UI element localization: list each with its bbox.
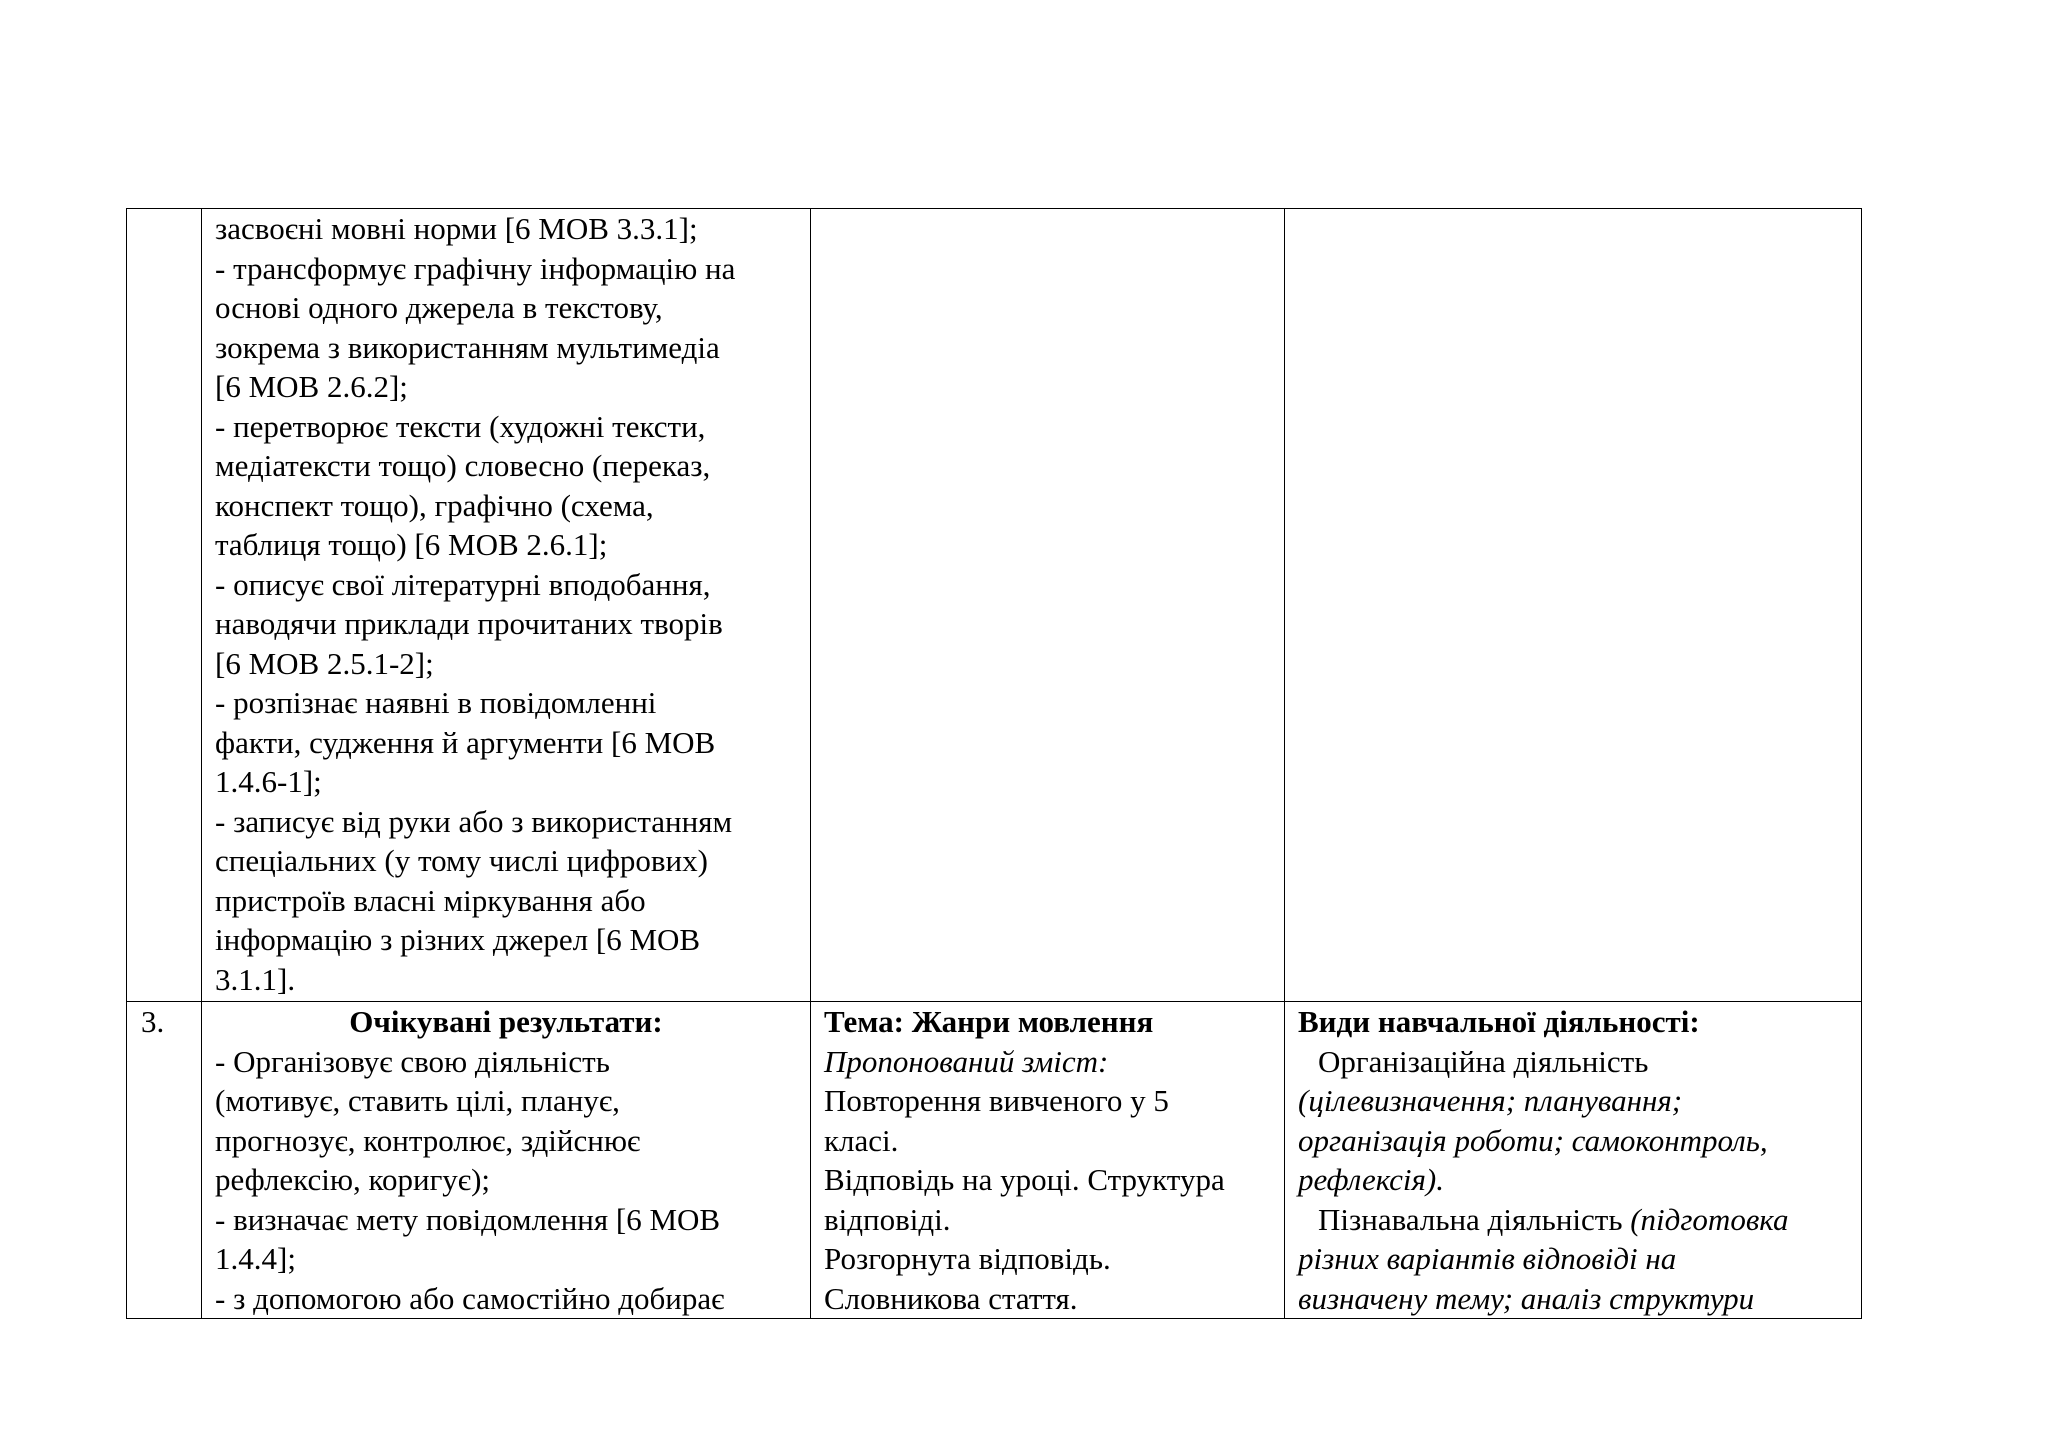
org-activity-detail-line: (цілевизначення; планування; — [1298, 1083, 1683, 1118]
org-activity-detail-line: організація роботи; самоконтроль, — [1298, 1122, 1768, 1158]
text-line: спеціальних (у тому числі цифрових) — [215, 843, 708, 878]
curriculum-table — [126, 208, 1862, 1319]
text-line: (мотивує, ставить цілі, планує, — [215, 1083, 620, 1118]
text-line: Повторення вивченого у 5 — [824, 1083, 1169, 1118]
topic-subheading: Пропонований зміст: — [824, 1043, 1109, 1079]
cog-activity-line — [1298, 1200, 1848, 1240]
text-line: 1.4.4]; — [215, 1241, 296, 1276]
activity-cell — [1285, 1002, 1862, 1319]
text-line: - Організовує свою діяльність — [215, 1043, 610, 1079]
text-line: - з допомогою або самостійно добирає — [215, 1280, 725, 1316]
text-line: Відповідь на уроці. Структура — [824, 1162, 1225, 1197]
text-line: 1.4.6-1]; — [215, 764, 322, 799]
org-activity-detail-line: рефлексія). — [1298, 1162, 1444, 1197]
text-line: - визначає мету повідомлення [6 МОВ — [215, 1201, 721, 1237]
text-line: [6 МОВ 2.6.2]; — [215, 369, 408, 404]
text-line: медіатексти тощо) словесно (переказ, — [215, 448, 711, 483]
text-line: основі одного джерела в текстову, — [215, 290, 663, 325]
text-line: - трансформує графічну інформацію на — [215, 250, 736, 286]
cog-activity-detail-line: визначену тему; аналіз структури — [1298, 1280, 1755, 1316]
text-line: класі. — [824, 1122, 899, 1158]
cog-activity-detail: (підготовка — [1630, 1201, 1789, 1237]
table-row — [127, 1002, 1862, 1319]
activity-cell — [1285, 209, 1862, 1002]
text-line: інформацію з різних джерел [6 МОВ — [215, 922, 701, 957]
text-line: - описує свої літературні вподобання, — [215, 566, 711, 602]
text-line: Розгорнута відповідь. — [824, 1241, 1111, 1276]
topic-heading: Тема: Жанри мовлення — [824, 1004, 1154, 1039]
results-heading: Очікувані результати: — [349, 1004, 663, 1039]
row-number-cell — [127, 1002, 202, 1319]
text-line: наводячи приклади прочитаних творів — [215, 606, 723, 641]
cog-activity-label: Пізнавальна діяльність — [1318, 1201, 1631, 1237]
cog-activity-detail-line: різних варіантів відповіді на — [1298, 1241, 1677, 1276]
results-cell — [202, 1002, 811, 1319]
text-line: відповіді. — [824, 1201, 951, 1237]
text-line: засвоєні мовні норми [6 МОВ 3.3.1]; — [215, 211, 698, 246]
topic-cell — [811, 1002, 1285, 1319]
text-line: - перетворює тексти (художні тексти, — [215, 408, 706, 444]
text-line: рефлексію, коригує); — [215, 1162, 491, 1197]
table-row — [127, 209, 1862, 1002]
text-line: таблиця тощо) [6 МОВ 2.6.1]; — [215, 527, 608, 562]
results-cell — [202, 209, 811, 1002]
text-line: зокрема з використанням мультимедіа — [215, 329, 720, 365]
text-line: [6 МОВ 2.5.1-2]; — [215, 645, 434, 681]
text-line: прогнозує, контролює, здійснює — [215, 1122, 641, 1158]
row-number-cell — [127, 209, 202, 1002]
activity-heading: Види навчальної діяльності: — [1298, 1004, 1700, 1039]
text-line: пристроїв власні міркування або — [215, 882, 646, 918]
text-line: факти, судження й аргументи [6 МОВ — [215, 724, 716, 760]
row-number: 3. — [141, 1004, 165, 1039]
text-line: - розпізнає наявні в повідомленні — [215, 685, 657, 720]
topic-cell — [811, 209, 1285, 1002]
text-line: - записує від руки або з використанням — [215, 803, 733, 839]
text-line: 3.1.1]. — [215, 961, 296, 997]
org-activity-label: Організаційна діяльність — [1318, 1043, 1649, 1079]
text-line: конспект тощо), графічно (схема, — [215, 487, 654, 523]
text-line: Словникова стаття. — [824, 1280, 1078, 1316]
